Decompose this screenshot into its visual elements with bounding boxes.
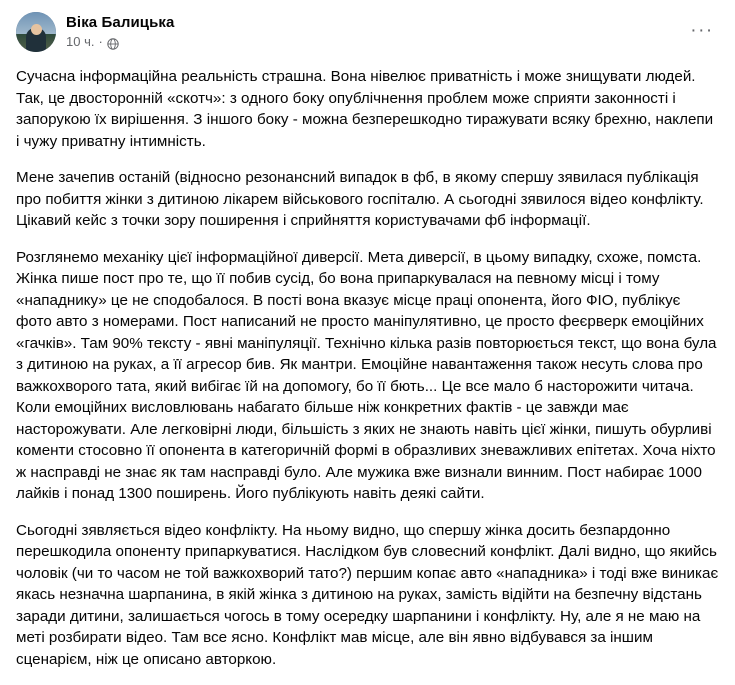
- post-author-name[interactable]: Віка Балицька: [66, 14, 175, 31]
- avatar-person-head: [31, 24, 42, 35]
- post-options-menu-button[interactable]: ···: [690, 20, 714, 41]
- post-header: [16, 12, 719, 56]
- post-header-text: [66, 12, 174, 52]
- post-timestamp[interactable]: 10 ч.: [66, 34, 95, 49]
- post-paragraph: Сучасна інформаційна реальність страшна. Вона нівелює приватність і може знищувати людей. Так, це двосторонній «скотч»: з одного боку опублічнення проблем може сприяти законності і запорукою їх вирішення. З іншого боку - можна безперешкодно тиражувати всяку брехню, наклепи і чужу приватну інтимність.: [16, 68, 714, 150]
- meta-separator: ·: [98, 34, 103, 49]
- globe-icon[interactable]: [107, 37, 119, 49]
- post-meta: [66, 34, 174, 50]
- avatar[interactable]: [16, 12, 56, 52]
- post-body: [16, 66, 719, 670]
- post-paragraph: Мене зачепив останій (відносно резонансний випадок в фб, в якому спершу зявилася публікація про побиття жінки з дитиною лікарем військового госпіталю. А сьогодні зявилося відео конфлікту. Цікавий кейс з точки зору поширення і сприйняття користувачами фб інформації.: [16, 169, 704, 229]
- post-paragraph: Сьогодні зявляється відео конфлікту. На ньому видно, що спершу жінка досить безпардонно перешкодила опоненту припаркуватися. Наслідком був словесний конфлікт. Далі видно, що якийсь чоловік (чи то часом не той важкохворий тато?) першим копає авто «нападника» і тоді вже виникає якась незначна шарпанина, в якій жінка з дитиною на руках, замість відійти на безпечну відстань заради дитини, залишається чогось в тому осередку шарпанини і конфлікту. Ну, але я не маю на меті розбирати відео. Там все ясно. Конфлікт мав місце, але він явно відбувався за іншим сценарієм, ніж це описано авторкою.: [16, 521, 719, 668]
- post-paragraph: Розглянемо механіку цієї інформаційної диверсії. Мета диверсії, в цьому випадку, схоже, помста. Жінка пише пост про те, що її побив сусід, бо вона припаркувалася на певному місці і тому «нападнику» це не сподобалося. В пості вона вказує місце праці опонента, його ФІО, публікує фото авто з номерами. Пост написаний не просто маніпулятивно, це просто феєрверк емоційних «гачків». Там 90% тексту - явні маніпуляції. Технічно кілька разів повторюється текст, що вона була з дитиною на руках, а її агресор бив. Як мантри. Емоційне навантаження також несуть слова про важкохворого тата, який вибігає їй на допомогу, бо її бють... Це все мало б насторожити читача. Коли емоційних висловлювань набагато більше ніж конкретних фактів - це завжди має насторожувати. Але легковірні люди, більшість з яких не знають навіть цієї жінки, пишуть обурливі коменти стосовно її опонента в категоричній формі в образливих зневажливих епітетах. Хоча ніхто ж насправді не знає як там насправді було. Але мужика вже визнали винним. Пост набирає 1000 лайків і понад 1300 поширень. Його публікують навіть деякі сайти.: [16, 248, 717, 502]
